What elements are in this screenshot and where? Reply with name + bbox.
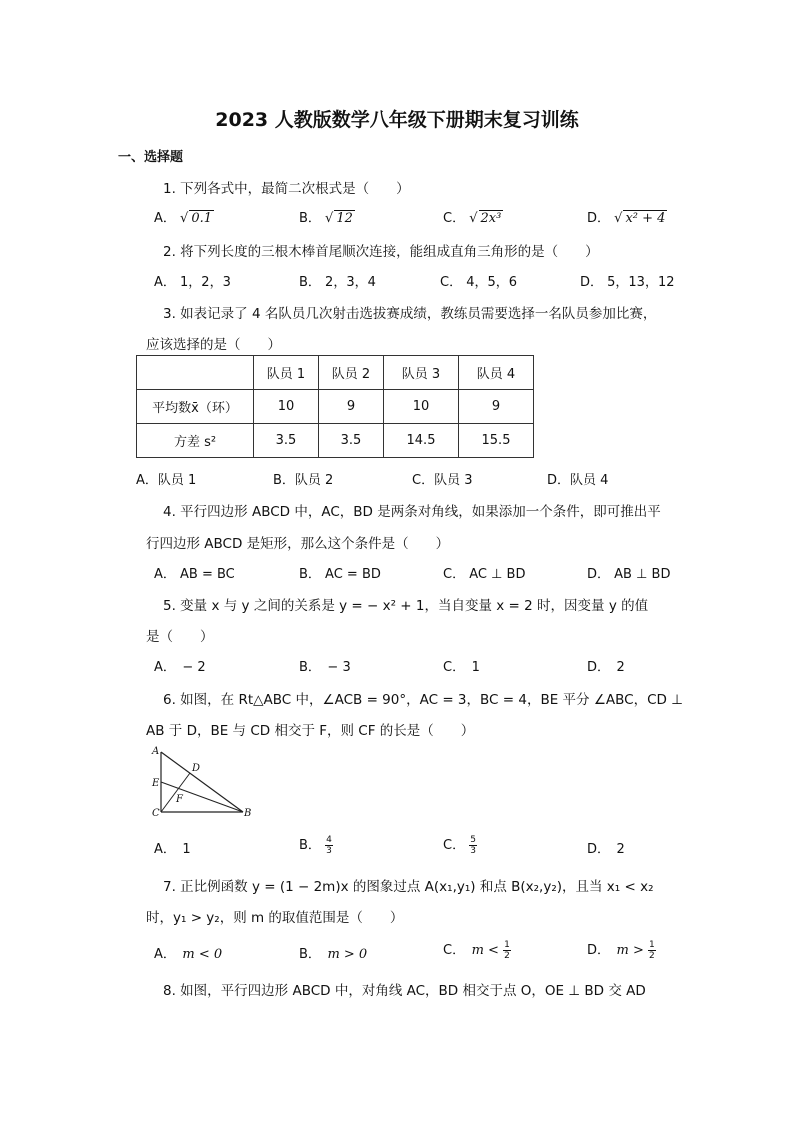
option-letter: D． xyxy=(587,211,611,226)
table-cell: 9 xyxy=(319,390,384,424)
table-cell xyxy=(137,356,254,390)
q4-option-c: C． AC ⊥ BD xyxy=(443,567,526,582)
option-letter: A． xyxy=(154,947,170,962)
table-cell: 14.5 xyxy=(384,424,459,458)
triangle-figure xyxy=(148,744,258,820)
denominator: 3 xyxy=(470,846,476,856)
radicand: 0.1 xyxy=(191,211,213,226)
question-8-stem-line1: 8. 如图，平行四边形 ABCD 中，对角线 AC，BD 相交于点 O，OE ⊥ BD 交 AD xyxy=(163,983,646,999)
q2-option-b: B． 2，3，4 xyxy=(299,275,376,290)
q1-option-d: D． √ x² + 4 xyxy=(587,211,666,226)
segment-be xyxy=(161,782,243,812)
q7-option-c xyxy=(443,939,511,961)
option-value: 1 xyxy=(182,842,191,857)
denominator: 3 xyxy=(326,846,332,856)
option-letter: B． xyxy=(299,838,321,853)
q6-option-d xyxy=(587,838,625,857)
q7-option-b xyxy=(299,943,367,962)
table-row xyxy=(137,424,534,458)
option-letter: B． xyxy=(299,211,321,226)
numerator: 4 xyxy=(326,835,332,845)
table-cell: 15.5 xyxy=(459,424,534,458)
q3-option-d: D．队员 4 xyxy=(547,473,609,488)
option-letter: B． xyxy=(299,947,315,962)
q3-option-c: C．队员 3 xyxy=(412,473,473,488)
question-6-stem-line2: AB 于 D，BE 与 CD 相交于 F，则 CF 的长是（ ） xyxy=(146,723,475,739)
label-b: B xyxy=(244,808,252,819)
table-cell: 9 xyxy=(459,390,534,424)
radicand: 12 xyxy=(336,211,353,226)
table-header-cell: 队员 1 xyxy=(254,356,319,390)
q4-option-d: D． AB ⊥ BD xyxy=(587,567,671,582)
option-value: m < 0 xyxy=(182,947,223,962)
q5-option-a: A． − 2 xyxy=(154,660,206,675)
table-header-cell: 队员 2 xyxy=(319,356,384,390)
fraction xyxy=(469,835,477,856)
question-5-stem-line2: 是（ ） xyxy=(146,629,214,645)
option-letter: D． xyxy=(587,943,604,958)
option-letter: C． xyxy=(443,211,466,226)
question-7-stem-line1: 7. 正比例函数 y = (1 − 2m)x 的图象过点 A(x₁,y₁) 和点 B(x₂,y₂)，且当 x₁ < x₂ xyxy=(163,879,654,895)
q4-option-a: A． AB = BC xyxy=(154,567,235,582)
question-3-stem-line1: 3. 如表记录了 4 名队员几次射击选拔赛成绩，教练员需要选择一名队员参加比赛， xyxy=(163,306,657,322)
table-row-label: 平均数x̄（环） xyxy=(137,390,254,424)
radicand: x² + 4 xyxy=(625,211,666,226)
question-3-stem-line2: 应该选择的是（ ） xyxy=(146,337,281,353)
q4-option-b: B． AC = BD xyxy=(299,567,381,582)
denominator: 2 xyxy=(649,951,655,961)
label-e: E xyxy=(152,778,160,789)
q6-option-a xyxy=(154,838,191,857)
segment-ab xyxy=(161,752,243,812)
q5-option-b: B． − 3 xyxy=(299,660,351,675)
option-value: m < xyxy=(471,943,499,958)
q6-option-c xyxy=(443,834,477,856)
q7-option-d xyxy=(587,939,656,961)
table-header-row xyxy=(137,356,534,390)
fraction xyxy=(648,940,656,961)
q2-option-d: D． 5，13，12 xyxy=(580,275,675,290)
q1-option-c: C． √ 2x³ xyxy=(443,211,502,226)
table-cell: 10 xyxy=(384,390,459,424)
numerator: 1 xyxy=(649,940,655,950)
q5-option-c: C． 1 xyxy=(443,660,480,675)
question-2-stem: 2. 将下列长度的三根木棒首尾顺次连接，能组成直角三角形的是（ ） xyxy=(163,244,599,260)
q2-option-a: A． 1，2，3 xyxy=(154,275,231,290)
table-header-cell: 队员 4 xyxy=(459,356,534,390)
q3-option-a: A．队员 1 xyxy=(136,473,197,488)
denominator: 2 xyxy=(504,951,510,961)
label-c: C xyxy=(152,808,160,819)
radicand: 2x³ xyxy=(480,211,502,226)
question-7-stem-line2: 时，y₁ > y₂，则 m 的取值范围是（ ） xyxy=(146,910,404,926)
q2-option-c: C． 4，5，6 xyxy=(440,275,518,290)
option-letter: A． xyxy=(154,842,170,857)
q5-option-d: D． 2 xyxy=(587,660,625,675)
label-f: F xyxy=(176,794,183,805)
question-6-stem-line1: 6. 如图，在 Rt△ABC 中，∠ACB = 90°，AC = 3，BC = 4，BE 平分 ∠ABC，CD ⊥ xyxy=(163,692,683,708)
table-cell: 3.5 xyxy=(254,424,319,458)
label-a: A xyxy=(152,746,160,757)
table-row xyxy=(137,390,534,424)
section-heading: 一、选择题 xyxy=(118,150,184,165)
option-value: m > 0 xyxy=(327,947,368,962)
numerator: 1 xyxy=(504,940,510,950)
option-letter: C． xyxy=(443,943,459,958)
q7-option-a xyxy=(154,943,222,962)
q1-option-a: A． √ 0.1 xyxy=(154,211,213,226)
numerator: 5 xyxy=(470,835,476,845)
table-header-cell: 队员 3 xyxy=(384,356,459,390)
table-row-label: 方差 s² xyxy=(137,424,254,458)
q6-option-b xyxy=(299,834,333,856)
segment-cd xyxy=(161,773,190,812)
fraction xyxy=(325,835,333,856)
option-letter: D． xyxy=(587,842,604,857)
option-value: 2 xyxy=(616,842,625,857)
question-4-stem-line2: 行四边形 ABCD 是矩形，那么这个条件是（ ） xyxy=(146,536,450,552)
score-table xyxy=(136,355,534,458)
question-5-stem-line1: 5. 变量 x 与 y 之间的关系是 y = − x² + 1，当自变量 x = 2 时，因变量 y 的值 xyxy=(163,598,649,614)
option-letter: C． xyxy=(443,838,466,853)
page-title: 2023 人教版数学八年级下册期末复习训练 xyxy=(215,109,579,131)
label-d: D xyxy=(192,763,201,774)
fraction xyxy=(503,940,511,961)
q1-option-b: B． √ 12 xyxy=(299,211,353,226)
option-value: m > xyxy=(616,943,644,958)
table-cell: 3.5 xyxy=(319,424,384,458)
table-cell: 10 xyxy=(254,390,319,424)
question-4-stem-line1: 4. 平行四边形 ABCD 中，AC，BD 是两条对角线，如果添加一个条件，即可推出平 xyxy=(163,504,661,520)
question-1-stem: 1. 下列各式中，最简二次根式是（ ） xyxy=(163,181,410,197)
option-letter: A． xyxy=(154,211,176,226)
q3-option-b: B．队员 2 xyxy=(273,473,334,488)
